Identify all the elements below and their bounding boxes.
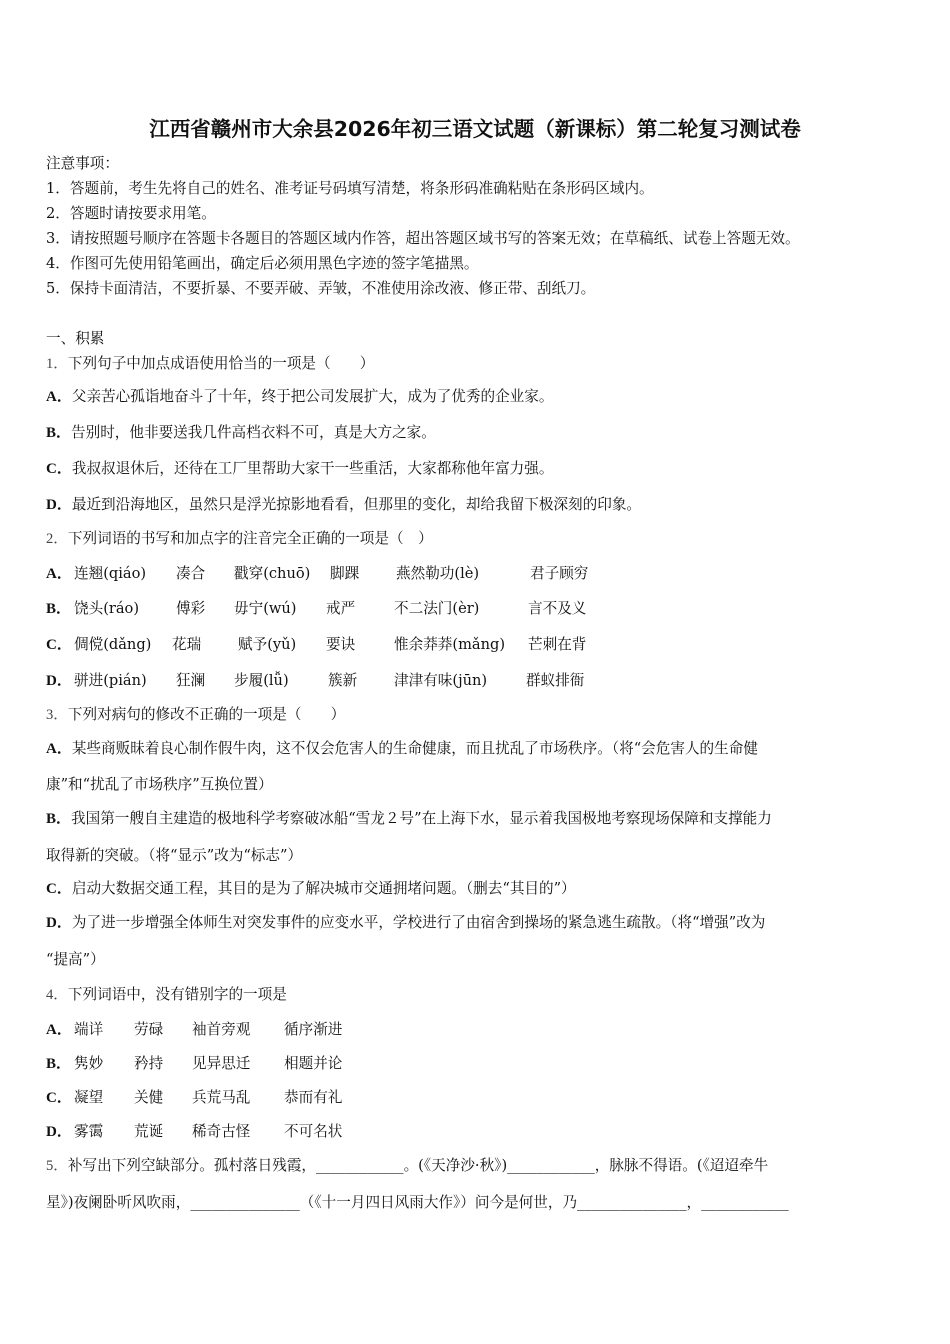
q1-option-c (46, 457, 553, 478)
option-text: 告别时，他非要送我几件高档衣料不可，真是大方之家。 (71, 424, 436, 441)
word: 赋予(yǔ) (238, 636, 297, 653)
word: 隽妙 (74, 1055, 104, 1072)
word: 稀奇古怪 (192, 1123, 251, 1140)
word: 相题并论 (284, 1055, 343, 1072)
option-label: C． (46, 881, 72, 897)
word: 毋宁(wú) (234, 600, 297, 617)
word: 荒诞 (134, 1123, 164, 1140)
option-label: A． (46, 389, 72, 405)
word: 簇新 (328, 672, 358, 689)
word: 雾霭 (74, 1123, 104, 1140)
word: 脚踝 (330, 565, 360, 582)
option-label: B． (46, 811, 72, 827)
word: 凝望 (74, 1089, 104, 1106)
option-label: B． (46, 425, 72, 441)
option-text: 某些商贩昧着良心制作假牛肉，这不仅会危害人的生命健康，而且扰乱了市场秩序。（将“会危害人的生命健 (71, 740, 758, 757)
q1-option-a (46, 385, 553, 406)
q3-option-c (46, 877, 576, 898)
question-number: 4． (46, 987, 68, 1003)
option-text: 父亲苦心孤诣地奋斗了十年，终于把公司发展扩大，成为了优秀的企业家。 (71, 388, 554, 405)
question-text: 下列词语的书写和加点字的注音完全正确的一项是（ ） (67, 530, 433, 547)
word: 兵荒马乱 (192, 1089, 251, 1106)
option-label: A． (46, 741, 72, 757)
q1-option-d (46, 493, 641, 514)
word: 端详 (74, 1021, 104, 1038)
notice-item: 5．保持卡面清洁，不要折暴、不要弄破、弄皱，不准使用涂改液、修正带、刮纸刀。 (46, 280, 596, 297)
option-label: B． (46, 601, 72, 617)
word: 燕然勒功(lè) (396, 565, 480, 582)
notice-item: 1．答题前，考生先将自己的姓名、准考证号码填写清楚，将条形码准确粘贴在条形码区域内。 (46, 180, 654, 197)
option-label: C． (46, 637, 72, 653)
option-text: 我叔叔退休后，还待在工厂里帮助大家干一些重活，大家都称他年富力强。 (71, 460, 554, 477)
word: 要诀 (326, 636, 356, 653)
word: 步履(lǚ) (234, 672, 289, 689)
word: 芒刺在背 (528, 636, 587, 653)
word: 花瑞 (172, 636, 202, 653)
word: 君子顾穷 (530, 565, 589, 582)
q3-option-b (46, 807, 772, 828)
option-text: 为了进一步增强全体师生对突发事件的应变水平，学校进行了由宿舍到操场的紧急逃生疏散。（将“增强”改为 (71, 914, 766, 931)
word: 戒严 (326, 600, 356, 617)
question-text: 下列对病句的修改不正确的一项是（ ） (67, 706, 346, 723)
q2-option-b (46, 597, 587, 618)
question-text: 下列句子中加点成语使用恰当的一项是（ ） (67, 355, 375, 372)
option-label: D． (46, 497, 72, 513)
question-number: 2． (46, 531, 68, 547)
q3-option-b-cont: 取得新的突破。（将“显示”改为“标志”） (46, 847, 303, 864)
q2-option-c (46, 633, 587, 654)
q2-option-a (46, 562, 589, 583)
q4-option-a (46, 1018, 343, 1039)
question-1-stem (46, 352, 374, 373)
word: 连翘(qiáo) (74, 565, 147, 582)
option-label: D． (46, 915, 72, 931)
question-number: 3． (46, 707, 68, 723)
question-3-stem (46, 703, 345, 724)
question-5-cont: 星》)夜阑卧听风吹雨，_______________（《十一月四日风雨大作》）问今是何世，乃_______________，____________ (46, 1194, 789, 1211)
q4-option-c (46, 1086, 343, 1107)
word: 狂澜 (176, 672, 206, 689)
question-4-stem (46, 983, 287, 1004)
word: 惟余莽莽(mǎng) (394, 636, 506, 653)
q3-option-a (46, 737, 758, 758)
word: 津津有味(jūn) (394, 672, 488, 689)
question-number: 1． (46, 356, 68, 372)
word: 关健 (134, 1089, 164, 1106)
option-text: 我国第一艘自主建造的极地科学考察破冰船“雪龙２号”在上海下水，显示着我国极地考察现场保障和支撑能力 (71, 810, 772, 827)
q4-option-b (46, 1052, 343, 1073)
q4-option-d (46, 1120, 343, 1141)
q3-option-d-cont: “提高”） (46, 951, 105, 968)
option-text: 最近到沿海地区，虽然只是浮光掠影地看看，但那里的变化，却给我留下极深刻的印象。 (71, 496, 642, 513)
notice-heading: 注意事项： (46, 155, 119, 172)
word: 骈进(pián) (74, 672, 147, 689)
word: 劳碌 (134, 1021, 164, 1038)
word: 戳穿(chuō) (234, 565, 311, 582)
word: 傅彩 (176, 600, 206, 617)
q2-option-d (46, 669, 585, 690)
word: 不二法门(èr) (394, 600, 480, 617)
word: 循序渐进 (284, 1021, 343, 1038)
question-number: 5． (46, 1158, 68, 1174)
notice-item: 3．请按照题号顺序在答题卡各题目的答题区域内作答，超出答题区域书写的答案无效；在草稿纸、试卷上答题无效。 (46, 230, 800, 247)
word: 不可名状 (284, 1123, 343, 1140)
q3-option-a-cont: 康”和“扰乱了市场秩序”互换位置） (46, 776, 273, 793)
question-text: 下列词语中，没有错别字的一项是 (67, 986, 287, 1003)
word: 言不及义 (528, 600, 587, 617)
page-title: 江西省赣州市大余县2026年初三语文试题（新课标）第二轮复习测试卷 (149, 117, 801, 141)
question-text: 补写出下列空缺部分。孤村落日残霞，____________。(《天净沙·秋》)____________，脉脉不得语。(《迢迢牵牛 (67, 1157, 769, 1174)
word: 矜持 (134, 1055, 164, 1072)
option-label: C． (46, 1090, 72, 1106)
question-2-stem (46, 527, 433, 548)
word: 袖首旁观 (192, 1021, 251, 1038)
word: 恭而有礼 (284, 1089, 343, 1106)
question-5-stem (46, 1154, 768, 1175)
word: 倜傥(dǎng) (74, 636, 152, 653)
option-label: C． (46, 461, 72, 477)
word: 凑合 (176, 565, 206, 582)
notice-item: 2．答题时请按要求用笔。 (46, 205, 216, 222)
option-label: A． (46, 1022, 72, 1038)
option-label: D． (46, 673, 72, 689)
section-heading: 一、积累 (46, 330, 105, 347)
option-label: A． (46, 566, 72, 582)
notice-item: 4．作图可先使用铅笔画出，确定后必须用黑色字迹的签字笔描黑。 (46, 255, 479, 272)
option-text: 启动大数据交通工程，其目的是为了解决城市交通拥堵问题。（删去“其目的”） (71, 880, 576, 897)
option-label: D． (46, 1124, 72, 1140)
word: 见异思迁 (192, 1055, 251, 1072)
option-label: B． (46, 1056, 72, 1072)
word: 饶头(ráo) (74, 600, 140, 617)
word: 群蚁排衙 (526, 672, 585, 689)
q1-option-b (46, 421, 436, 442)
q3-option-d (46, 911, 765, 932)
